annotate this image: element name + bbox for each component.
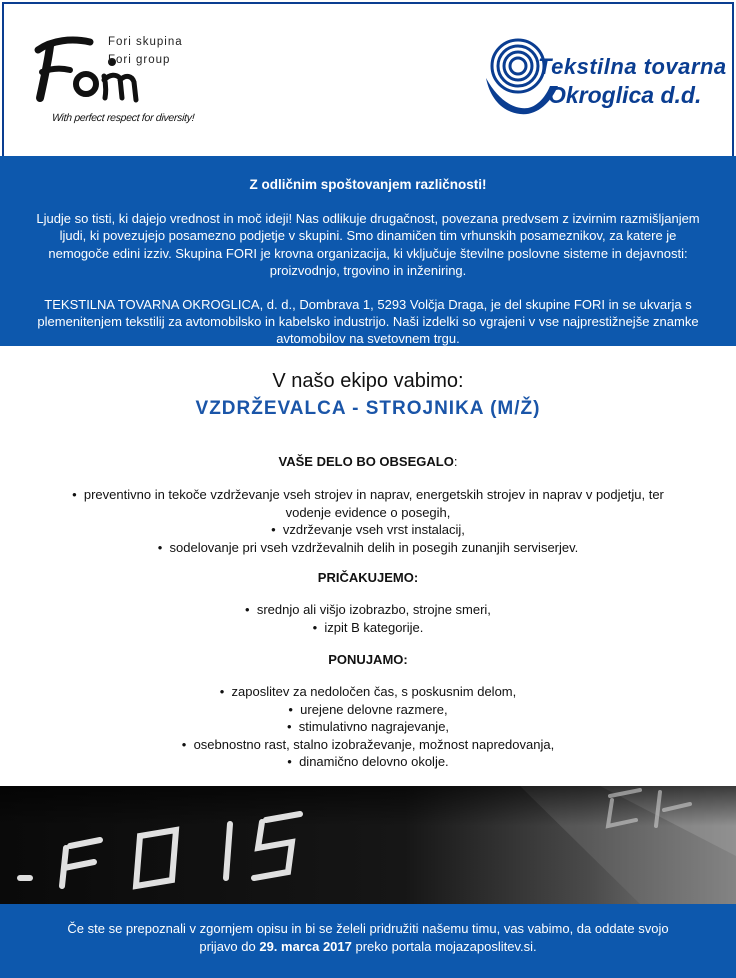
expect-list — [60, 601, 676, 636]
okroglica-name-line1: Tekstilna tovarna — [538, 54, 727, 79]
intro-section — [0, 156, 736, 346]
intro-heading: Z odličnim spoštovanjem različnosti! — [249, 177, 487, 192]
application-text-intro: Če ste se prepoznali v zgornjem opisu in bi se želeli pridružiti našemu timu, vas vabimo, da oddate svojo prijavo do — [67, 921, 669, 954]
okroglica-logo — [478, 34, 728, 134]
okroglica-name-line2: Okroglica d.d. — [548, 82, 702, 108]
fori-name-slovene: Fori skupina — [108, 36, 183, 48]
list-item: • stimulativno nagrajevanje, — [60, 718, 676, 736]
fori-logo — [30, 32, 200, 132]
expect-heading: PRIČAKUJEMO: — [317, 570, 419, 585]
list-item: • zaposlitev za nedoločen čas, s poskusnim delom, — [60, 683, 676, 701]
intro-paragraph-company: Ljudje so tisti, ki dajejo vrednost in moč ideji! Nas odlikuje drugačnost, povezana predvsem z izvirnim razmišljanjem ljudi, ki povezujejo posamezno podjetje v skupini. Smo dinamičen tim vrhunskih posameznikov, za katere je nemogoče edini izziv. Skupina FORI je krovna organizacija, ki vključuje številne poslovne sisteme in dejavnosti: proizvodnjo, trgovino in inženiring. — [36, 211, 700, 278]
header — [2, 2, 734, 156]
intro-paragraph-okroglica: TEKSTILNA TOVARNA OKROGLICA, d. d., Dombrava 1, 5293 Volčja Draga, je del skupine FORI in se ukvarja s plemenitenjem tekstilij za avtomobilsko in kabelsko industrijo. Naši izdelki so vgrajeni v vse najprestižnejše znamke avtomobilov na svetovnem trgu. — [37, 297, 699, 347]
list-item: • izpit B kategorije. — [60, 619, 676, 637]
list-item: • sodelovanje pri vseh vzdrževalnih delih in posegih zunanjih serviserjev. — [60, 539, 676, 557]
list-item: • preventivno in tekoče vzdrževanje vseh strojev in naprav, energetskih strojev in naprav v podjetju, ter vodenje evidence o posegih, — [60, 486, 676, 521]
duties-list — [60, 486, 676, 556]
decorative-photo — [0, 786, 736, 904]
invite-line: V našo ekipo vabimo: — [272, 370, 464, 392]
duties-heading — [0, 454, 736, 469]
digital-display-image — [0, 786, 736, 904]
duties-heading-colon: : — [453, 454, 458, 469]
duties-heading-label: VAŠE DELO BO OBSEGALO — [278, 454, 454, 469]
application-text — [0, 920, 736, 955]
application-footer — [0, 904, 736, 978]
job-description — [0, 346, 736, 786]
list-item: • srednjo ali višjo izobrazbo, strojne smeri, — [60, 601, 676, 619]
fori-tagline: With perfect respect for diversity! — [51, 112, 195, 124]
application-text-portal: preko portala mojazaposlitev.si. — [351, 938, 537, 954]
list-item: • urejene delovne razmere, — [60, 701, 676, 719]
list-item: • dinamično delovno okolje. — [60, 753, 676, 771]
fori-name-english: Fori group — [108, 54, 171, 66]
list-item: • osebnostno rast, stalno izobraževanje, možnost napredovanja, — [60, 736, 676, 754]
application-deadline: 29. marca 2017 — [259, 938, 352, 954]
offer-list — [60, 683, 676, 771]
offer-heading: PONUJAMO: — [328, 652, 408, 667]
position-title: VZDRŽEVALCA - STROJNIKA (M/Ž) — [195, 398, 541, 419]
list-item: • vzdrževanje vseh vrst instalacij, — [60, 521, 676, 539]
